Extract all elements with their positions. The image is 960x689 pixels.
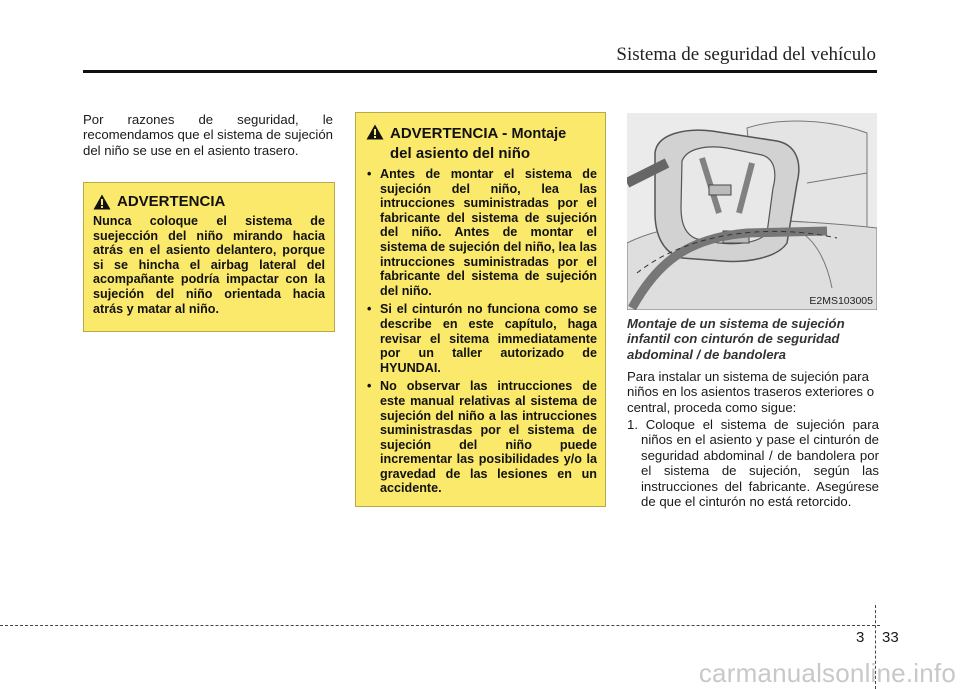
child-seat-drawing (627, 113, 877, 310)
warning-triangle-icon (93, 194, 111, 210)
child-seat-illustration (627, 113, 877, 310)
header-rule (83, 70, 877, 73)
page-header-title: Sistema de seguridad del vehículo (616, 44, 876, 65)
warning-list-item: • No observar las intrucciones de este manual relativas al sistema de sujeción del niño a las intrucciones suministrasdas por el sistema de sujeción del niño puede incrementar las posibilidades y/o la gravedad de las lesiones en un accidente. (365, 379, 597, 496)
warning-triangle-icon (366, 124, 384, 140)
warning-subtitle-b: del asiento del niño (390, 145, 531, 162)
figure-code: E2MS103005 (809, 295, 873, 307)
section-number: 3 (856, 629, 865, 646)
warning-heading (365, 123, 597, 143)
warning-list-item: • Antes de montar el sistema de sujeción del niño, lea las intrucciones suministradas por el fabricante del sistema de sujeción del niño. Antes de montar el sistema de sujeción del niño, lea las intrucciones suministradas por el fabricante del sistema de sujeción del niño. (365, 167, 597, 298)
warning-title-dash: - (501, 125, 508, 142)
instruction-step-1: 1. Coloque el sistema de sujeción para niños en el asiento y pase el cinturón de seguridad abdominal / de bandolera por el sistema de sujeción, según las instrucciones del fabricante. Asegúrese de que el cinturón no está retorcido. (627, 417, 879, 510)
warning-title: ADVERTENCIA (117, 193, 226, 210)
warning-list (365, 167, 597, 496)
warning-box-child-seat (355, 112, 606, 507)
instruction-paragraph: Para instalar un sistema de sujeción para niños en los asientos traseros exteriores o central, proceda como sigue: (627, 369, 875, 415)
intro-paragraph: Por razones de seguridad, le recomendamos que el sistema de sujeción del niño se use en el asiento trasero. (83, 112, 333, 158)
watermark-text: carmanualsonline.info (698, 658, 956, 688)
warning-subtitle-a: Montaje (511, 126, 567, 142)
warning-body: Nunca coloque el sistema de suejección del niño mirando hacia atrás en el asiento delantero, porque si se hincha el airbag lateral del acompañante podría impactar con la sujeción del niño orientada hacia atrás y matar al niño. (93, 214, 325, 316)
page-number: 33 (882, 629, 899, 646)
figure-caption: Montaje de un sistema de sujeción infantil con cinturón de seguridad abdominal / de bandolera (627, 316, 845, 362)
warning-title (390, 123, 566, 143)
warning-box-airbag (83, 182, 335, 332)
warning-list-item: • Si el cinturón no funciona como se describe en este capítulo, haga revisar el sitema immediatamente por un taller autorizado de HYUNDAI. (365, 302, 597, 375)
footer-rule (0, 625, 880, 626)
warning-heading (93, 193, 325, 210)
warning-title-main: ADVERTENCIA (390, 125, 498, 142)
